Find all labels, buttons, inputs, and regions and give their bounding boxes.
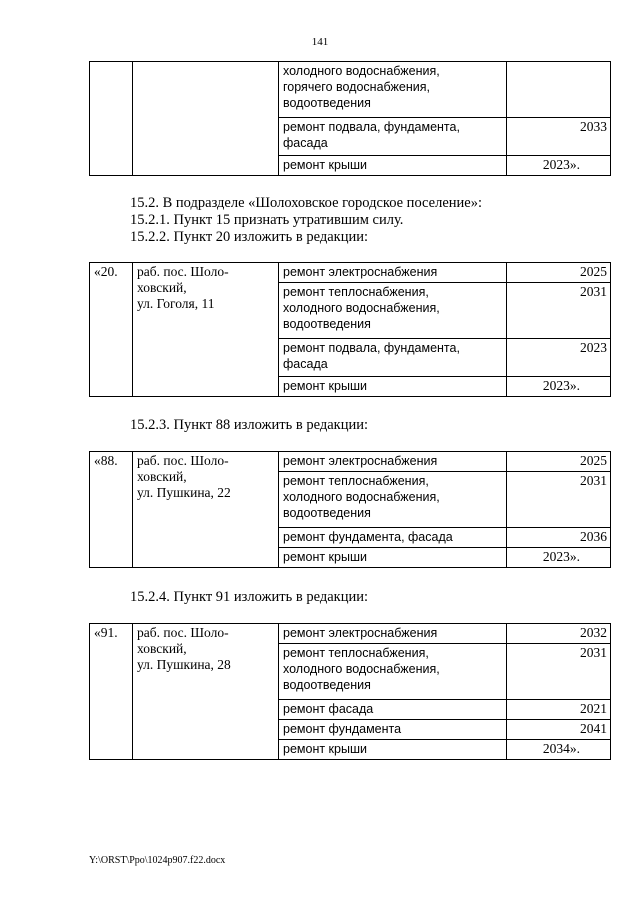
- year-cell: 2021: [507, 700, 611, 720]
- page-number: 141: [311, 36, 329, 48]
- address-cell: раб. пос. Шоло- ховский, ул. Пушкина, 28: [133, 624, 279, 760]
- year-cell: 2041: [507, 720, 611, 740]
- paragraph: 15.2.1. Пункт 15 признать утратившим силу.: [130, 212, 404, 228]
- table-item-88: [89, 451, 611, 568]
- table-item-20: [89, 262, 611, 397]
- year-cell: 2031: [507, 283, 611, 339]
- work-cell: ремонт теплоснабжения, холодного водоснабжения, водоотведения: [279, 472, 507, 528]
- year-cell: 2031: [507, 472, 611, 528]
- year-cell: 2023».: [507, 156, 611, 176]
- year-cell: 2032: [507, 624, 611, 644]
- work-cell: ремонт крыши: [279, 740, 507, 760]
- year-cell: 2033: [507, 118, 611, 156]
- number-cell: «88.: [90, 452, 133, 568]
- table-continuation: [89, 61, 611, 176]
- work-cell: ремонт фундамента, фасада: [279, 528, 507, 548]
- year-cell: [507, 62, 611, 118]
- paragraph: 15.2.3. Пункт 88 изложить в редакции:: [130, 417, 369, 433]
- year-cell: 2025: [507, 452, 611, 472]
- year-cell: 2023: [507, 339, 611, 377]
- year-cell: 2023».: [507, 377, 611, 397]
- number-cell: «20.: [90, 263, 133, 397]
- work-cell: ремонт электроснабжения: [279, 263, 507, 283]
- table-row: [90, 452, 611, 472]
- table-row: [90, 624, 611, 644]
- table-row: [90, 263, 611, 283]
- work-cell: ремонт крыши: [279, 377, 507, 397]
- work-cell: ремонт фундамента: [279, 720, 507, 740]
- address-cell: раб. пос. Шоло- ховский, ул. Гоголя, 11: [133, 263, 279, 397]
- work-cell: ремонт крыши: [279, 548, 507, 568]
- work-cell: ремонт теплоснабжения, холодного водоснабжения, водоотведения: [279, 644, 507, 700]
- work-cell: ремонт электроснабжения: [279, 452, 507, 472]
- year-cell: 2025: [507, 263, 611, 283]
- year-cell: 2031: [507, 644, 611, 700]
- paragraph: 15.2.4. Пункт 91 изложить в редакции:: [130, 589, 369, 605]
- number-cell: [90, 62, 133, 176]
- work-cell: ремонт электроснабжения: [279, 624, 507, 644]
- work-cell: ремонт фасада: [279, 700, 507, 720]
- year-cell: 2036: [507, 528, 611, 548]
- address-cell: [133, 62, 279, 176]
- work-cell: холодного водоснабжения, горячего водоснабжения, водоотведения: [279, 62, 507, 118]
- table-item-91: [89, 623, 611, 760]
- table-row: [90, 62, 611, 118]
- work-cell: ремонт крыши: [279, 156, 507, 176]
- paragraph: 15.2. В подразделе «Шолоховское городское поселение»:: [130, 195, 483, 211]
- number-cell: «91.: [90, 624, 133, 760]
- address-cell: раб. пос. Шоло- ховский, ул. Пушкина, 22: [133, 452, 279, 568]
- work-cell: ремонт подвала, фундамента, фасада: [279, 339, 507, 377]
- paragraph: 15.2.2. Пункт 20 изложить в редакции:: [130, 229, 369, 245]
- work-cell: ремонт подвала, фундамента, фасада: [279, 118, 507, 156]
- file-path-footer: Y:\ORST\Ppo\1024p907.f22.docx: [89, 855, 226, 866]
- year-cell: 2023».: [507, 548, 611, 568]
- year-cell: 2034».: [507, 740, 611, 760]
- work-cell: ремонт теплоснабжения, холодного водоснабжения, водоотведения: [279, 283, 507, 339]
